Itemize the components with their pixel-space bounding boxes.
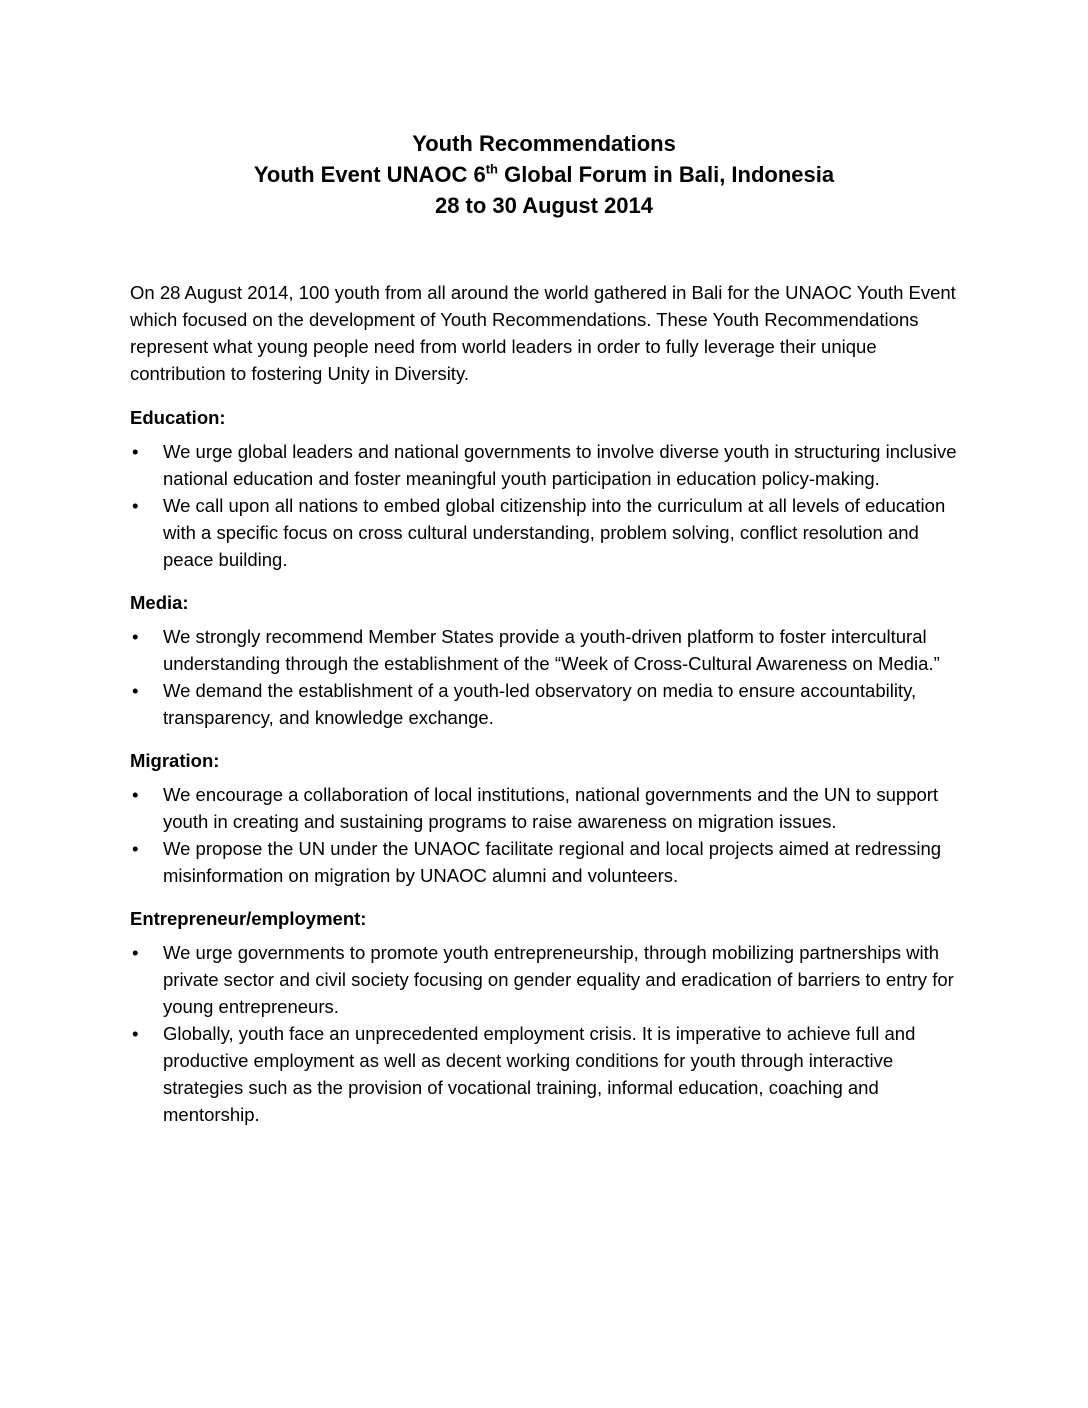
section-migration <box>130 747 958 889</box>
section-heading-education: Education: <box>130 407 226 428</box>
bullet-item: • We strongly recommend Member States provide a youth-driven platform to foster intercultural understanding through the establishment of the “Week of Cross-Cultural Awareness on Media.” <box>130 623 958 677</box>
bullet-list-entrepreneur-employment <box>130 939 958 1128</box>
document-title-block <box>130 128 958 221</box>
bullet-item: • We propose the UN under the UNAOC facilitate regional and local projects aimed at redressing misinformation on migration by UNAOC alumni and volunteers. <box>130 835 958 889</box>
section-heading-media: Media: <box>130 592 189 613</box>
section-media <box>130 589 958 731</box>
section-heading-entrepreneur-employment: Entrepreneur/employment: <box>130 908 367 929</box>
intro-paragraph: On 28 August 2014, 100 youth from all around the world gathered in Bali for the UNAOC Youth Event which focused on the development of Youth Recommendations. These Youth Recommendations represent what young people need from world leaders in order to fully leverage their unique contribution to fostering Unity in Diversity. <box>130 282 956 384</box>
section-education <box>130 404 958 573</box>
section-entrepreneur-employment <box>130 905 958 1128</box>
bullet-list-education <box>130 438 958 573</box>
document-title: Youth Recommendations <box>412 131 676 156</box>
document-subtitle <box>130 159 958 190</box>
subtitle-text-pre: Youth Event UNAOC 6 <box>253 162 486 187</box>
bullet-item: • We demand the establishment of a youth-led observatory on media to ensure accountability, transparency, and knowledge exchange. <box>130 677 958 731</box>
bullet-item: • We encourage a collaboration of local institutions, national governments and the UN to support youth in creating and sustaining programs to raise awareness on migration issues. <box>130 781 958 835</box>
bullet-list-migration <box>130 781 958 889</box>
bullet-item: • We urge global leaders and national governments to involve diverse youth in structuring inclusive national education and foster meaningful youth participation in education policy-making. <box>130 438 958 492</box>
document-date-range: 28 to 30 August 2014 <box>434 193 654 218</box>
ordinal-superscript: th <box>485 161 498 177</box>
bullet-item: • Globally, youth face an unprecedented employment crisis. It is imperative to achieve full and productive employment as well as decent working conditions for youth through interactive strategies such as the provision of vocational training, informal education, coaching and mentorship. <box>130 1020 958 1128</box>
bullet-list-media <box>130 623 958 731</box>
bullet-item: • We call upon all nations to embed global citizenship into the curriculum at all levels of education with a specific focus on cross cultural understanding, problem solving, conflict resolution and peace building. <box>130 492 958 573</box>
subtitle-text-post: Global Forum in Bali, Indonesia <box>497 162 835 187</box>
bullet-item: • We urge governments to promote youth entrepreneurship, through mobilizing partnerships with private sector and civil society focusing on gender equality and eradication of barriers to entry for young entrepreneurs. <box>130 939 958 1020</box>
section-heading-migration: Migration: <box>130 750 220 771</box>
